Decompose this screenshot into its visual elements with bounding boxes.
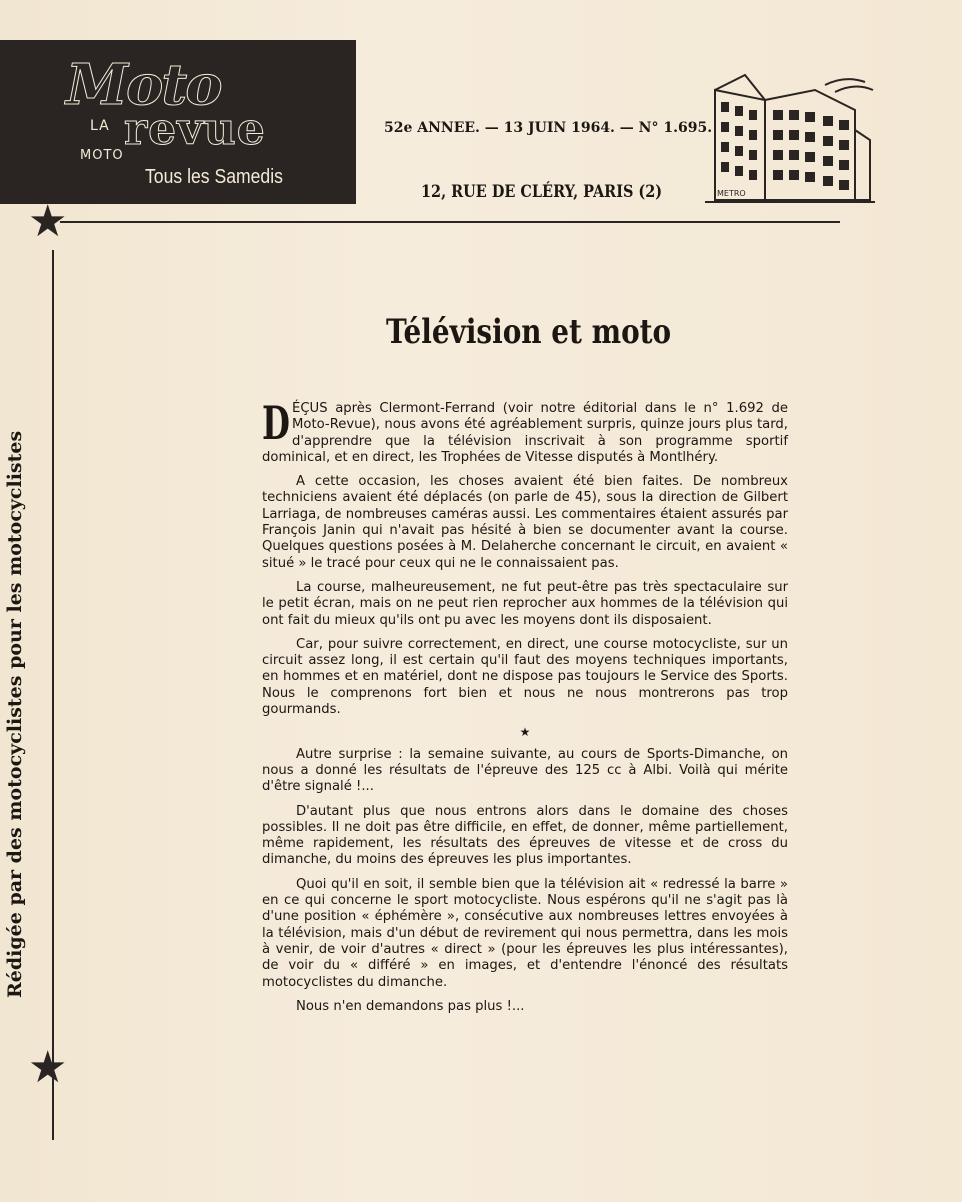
building-illustration-icon bbox=[705, 70, 875, 210]
drop-cap: D bbox=[262, 396, 290, 450]
logo-la: LA bbox=[90, 118, 110, 134]
issue-info: 52e ANNEE. — 13 JUIN 1964. — N° 1.695. bbox=[384, 120, 713, 136]
article-paragraph-1 bbox=[262, 396, 788, 466]
article-paragraph-2: A cette occasion, les choses avaient été bien faites. De nombreux techniciens avaient été déplacés (on parle de 45), sous la direction de Gilbert Larriaga, de nombreuses caméras aussi. Les commentaires étaient assurés par François Janin qui n'avait pas hésité à bien se documenter avant la course. Quelques questions posées à M. Delaherche concernant le circuit, en avaient « situé » le tracé pour ceux qui ne le connaissaient pas. bbox=[262, 474, 788, 571]
building-sign: METRO bbox=[717, 189, 746, 198]
masthead-tagline: Tous les Samedis bbox=[145, 166, 283, 188]
star-bottom-icon: ★ bbox=[28, 1042, 68, 1093]
star-top-icon: ★ bbox=[28, 196, 68, 247]
side-rule bbox=[52, 250, 54, 1140]
article-title: Télévision et moto bbox=[386, 312, 672, 352]
article-paragraph-3: La course, malheureusement, ne fut peut-être pas très spectaculaire sur le petit écran, mais on ne peut rien reprocher aux hommes de la télévision qui ont fait du mieux qu'ils ont pu avec les moyens dont ils disposaient. bbox=[262, 579, 788, 628]
logo-revue-word: revue bbox=[124, 104, 266, 155]
logo-moto-word: Moto bbox=[66, 52, 221, 118]
separator-star-icon: ★ bbox=[519, 725, 531, 740]
article-body bbox=[262, 396, 788, 1023]
header-rule bbox=[60, 221, 840, 223]
side-slogan: Rédigée par des motocyclistes pour les motocyclistes bbox=[4, 430, 26, 998]
article-paragraph-6: D'autant plus que nous entrons alors dans le domaine des choses possibles. Il ne doit pas être difficile, en effet, de donner, même partiellement, même rapidement, les résultats des épreuves de vitesse et de cross du dimanche, du moins des épreuves les plus importantes. bbox=[262, 803, 788, 868]
address: 12, RUE DE CLÉRY, PARIS (2) bbox=[421, 182, 663, 202]
logo-moto-small: MOTO bbox=[80, 148, 124, 163]
paragraph-text: ÉÇUS après Clermont-Ferrand (voir notre éditorial dans le n° 1.692 de Moto-Revue), nous avons été agréablement surpris, quinze jours plus tard, d'apprendre que la télévision inscrivait à son programme sportif dominical, et en direct, les Trophées de Vitesse disputés à Montlhéry. bbox=[262, 401, 788, 465]
article-paragraph-5: Autre surprise : la semaine suivante, au cours de Sports-Dimanche, on nous a donné les résultats de l'épreuve des 125 cc à Albi. Voilà qui mérite d'être signalé !... bbox=[262, 746, 788, 795]
article-paragraph-4: Car, pour suivre correctement, en direct, une course motocycliste, sur un circuit assez long, il est certain qu'il faut des moyens techniques importants, en hommes et en matériel, dont ne dispose pas toujours le Service des Sports. Nous le comprenons fort bien et nous ne nous montrerons pas trop gourmands. bbox=[262, 636, 788, 718]
article-paragraph-8: Nous n'en demandons pas plus !... bbox=[296, 998, 525, 1014]
article-paragraph-7: Quoi qu'il en soit, il semble bien que la télévision ait « redressé la barre » en ce qui concerne le sport motocycliste. Nous espérons qu'il ne s'agit pas là d'une position « éphémère », consécutive aux nombreuses lettres envoyées à la télévision, mais d'un début de revirement qui nous permettra, dans les mois à venir, de voir d'autres « direct » (pour les épreuves les plus intéressantes), de voir du « différé » en images, et d'entendre l'énoncé des résultats motocyclistes du dimanche. bbox=[262, 876, 788, 990]
